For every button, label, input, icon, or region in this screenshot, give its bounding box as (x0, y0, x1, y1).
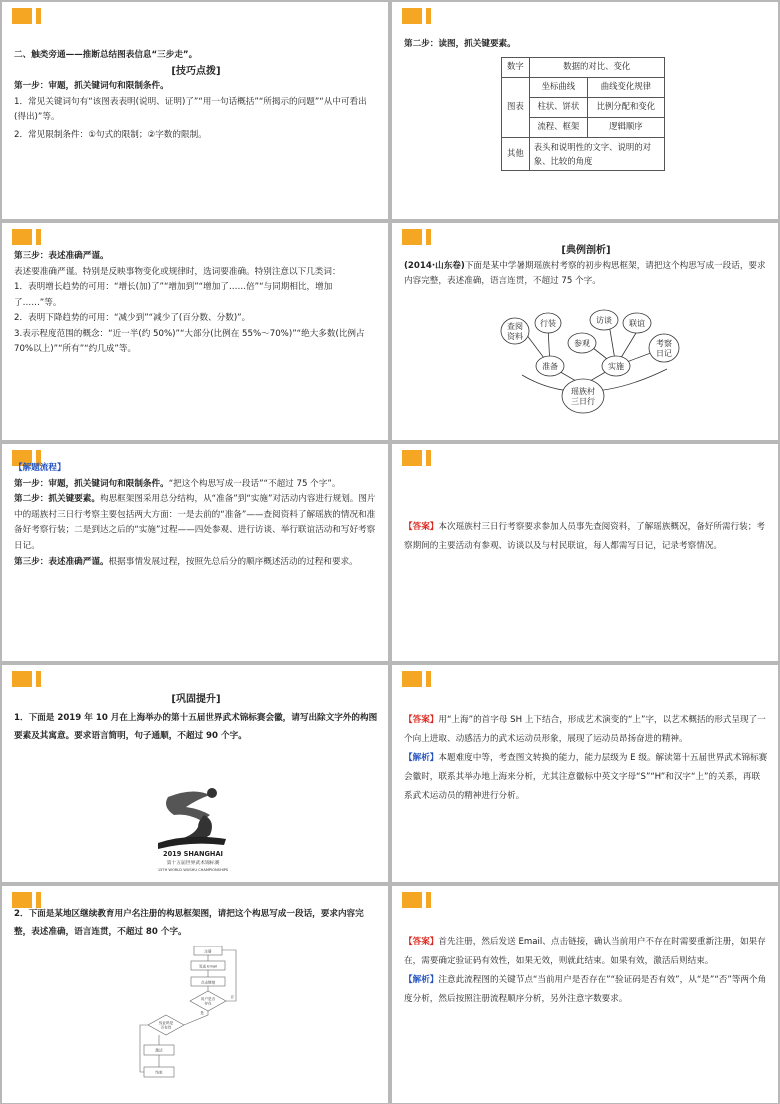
practice-question-1: 1．下面是 2019 年 10 月在上海举办的第十五届世界武术锦标赛会徽，请写出除文字外的构图要素及其寓意。要求语言简明，句子通顺，不超过 90 个字。 (14, 713, 378, 741)
analysis-paragraph (404, 971, 768, 1009)
accent-bar (402, 8, 432, 24)
slide-4 (392, 223, 778, 440)
answer-text: 首先注册，然后发送 Email、点击链接，确认当前用户不存在时需要重新注册，如果存在，需要确定验证码有效性，如果无效，则就此结束。如果有效，激活后则结束。 (404, 937, 766, 966)
solution-step-3-head: 第三步：表述准确严谨。 (14, 556, 109, 567)
node-kaocha-line1: 考察 (656, 339, 672, 348)
table-cell: 曲线变化规律 (588, 77, 665, 97)
example-question-text: 下面是某中学暑期瑶族村考察的初步构思框架，请把这个构思写成一段话，要求内容完整，表述准确，语言连贯，不超过 75 个字。 (404, 260, 766, 286)
table-cell: 逻辑顺序 (588, 117, 665, 137)
example-question (404, 259, 768, 290)
slide-8 (392, 665, 778, 882)
flow-node-code-valid-1: 验证码是 (158, 1021, 174, 1025)
step3-intro: 表述要准确严谨。特别是反映事物变化或规律时，选词要准确。特别注意以下几类词： (14, 266, 341, 277)
node-zhunbei: 准备 (542, 362, 558, 371)
table-cell: 其他 (502, 137, 530, 170)
analysis-text: 本题难度中等，考查图文转换的能力，能力层级为 E 级。解读第十五届世界武术锦标赛会徽时，联系其举办地上海来分析，尤其注意徽标中英文字母“S”“H”和汉字“上”的关系，再联系武术运动员的精神进行分析。 (404, 753, 768, 801)
table-cell: 数据的对比、变化 (529, 57, 664, 77)
node-root-line2: 三日行 (571, 397, 595, 406)
example-title: [典例剖析] (561, 245, 611, 256)
table-cell: 坐标曲线 (529, 77, 587, 97)
node-kaocha-line2: 日记 (656, 349, 672, 358)
solution-step-1-text: “把这个构思写成一段话”“不超过 75 个字”。 (168, 478, 341, 489)
analysis-paragraph (404, 749, 768, 806)
answer-text: 用“上海”的首字母 SH 上下结合，形成艺术演变的“上”字，以艺术概括的形式呈现了一个向上进取、动感活力的武术运动员形象，展现了运动员昂扬奋进的精神。 (404, 715, 766, 744)
flow-node-user-exists-1: 用户是否 (200, 997, 216, 1001)
node-shishi: 实施 (608, 362, 624, 371)
flow-node-click: 点击链接 (200, 980, 216, 985)
tips-title: [技巧点拨] (171, 65, 221, 77)
practice-title: [巩固提升] (171, 694, 221, 705)
solution-step-1 (14, 477, 378, 493)
logo-text-cn: 第十五届世界武术锦标赛 (166, 861, 220, 866)
slide-2 (392, 2, 778, 219)
answer-label: 【答案】 (404, 522, 439, 532)
flow-label-no: 否 (230, 995, 234, 999)
step2-heading: 第二步：读图，抓关键要素。 (404, 39, 516, 49)
slide-6 (392, 444, 778, 661)
flow-node-end: 结束 (155, 1070, 163, 1075)
answer-text: 本次瑶族村三日行考察要求参加人员事先查阅资料，了解瑶族概况，备好所需行装；考察期间的主要活动有参观、访谈以及与村民联谊，每人都需写日记，记录考察情况。 (404, 522, 765, 551)
solution-step-3-text: 根据事情发展过程，按照先总后分的顺序概述活动的过程和要求。 (108, 556, 358, 567)
table-cell: 表头和说明性的文字、说明的对象、比较的角度 (529, 137, 664, 170)
table-cell: 流程、框架 (529, 117, 587, 137)
node-xingzhuang: 行装 (540, 319, 556, 328)
slide-5 (2, 444, 388, 661)
solution-label: 【解题流程】 (14, 463, 66, 473)
answer-paragraph (404, 518, 768, 556)
solution-step-2-text: 构思框架图采用总分结构，从“准备”到“实施”对活动内容进行规划。图片中的瑶族村三日行考察主要包括两大方面：一是去前的“准备”——查阅资料了解瑶族的情况和准备好考察行装；二是到达之后的“实施”过程——四处参观、进行访谈、举行联谊活动和写好考察日记。 (14, 494, 376, 551)
word-item-3: 3.表示程度范围的概念：“近一半(约 50%)”“大部分(比例在 55%～70%)”“绝大多数(比例占 70%以上)”“所有”“约几成”等。 (14, 328, 365, 354)
node-chayue-line1: 查阅 (507, 322, 523, 331)
accent-bar (402, 671, 432, 687)
accent-bar (12, 671, 42, 687)
wushu-logo-image (138, 785, 248, 877)
accent-bar (402, 892, 432, 908)
solution-step-1-head: 第一步：审题，抓关键词句和限制条件。 (14, 478, 169, 489)
slide-3 (2, 223, 388, 440)
solution-step-3 (14, 555, 378, 571)
accent-bar (12, 229, 42, 245)
table-cell: 柱状、饼状 (529, 97, 587, 117)
framework-diagram (492, 303, 692, 421)
step3-heading: 第三步：表述准确严谨。 (14, 251, 109, 261)
practice-question-2: 2．下面是某地区继续教育用户名注册的构思框架图，请把这个构思写成一段话，要求内容完整，表述准确，语言连贯，不超过 80 个字。 (14, 909, 364, 937)
node-canguan: 参观 (574, 339, 590, 348)
answer-paragraph (404, 711, 768, 749)
tip-item-2: 2．常见限制条件：①句式的限制；②字数的限制。 (14, 129, 207, 140)
accent-bar (12, 8, 42, 24)
accent-bar (402, 450, 432, 466)
section-heading: 二、触类旁通——推断总结图表信息“三步走”。 (14, 50, 198, 60)
flow-node-register: 注册 (204, 949, 212, 954)
node-lianyi: 联谊 (629, 319, 645, 328)
table-cell: 数字 (502, 57, 530, 77)
answer-label: 【答案】 (404, 937, 439, 947)
slide-7 (2, 665, 388, 882)
node-fangtan: 访谈 (596, 316, 612, 325)
slide-10 (392, 886, 778, 1103)
word-item-2: 2．表明下降趋势的可用：“减少到”“减少了(百分数、分数)”。 (14, 313, 251, 323)
table-cell: 图表 (502, 77, 530, 137)
table-cell: 比例分配和变化 (588, 97, 665, 117)
solution-step-2-head: 第二步：抓关键要素。 (14, 494, 100, 505)
analysis-label: 【解析】 (404, 975, 439, 985)
flow-node-email: 发送 Email (198, 964, 218, 969)
slide-9 (2, 886, 388, 1103)
node-chayue-line2: 资料 (507, 332, 523, 341)
elements-table (501, 57, 665, 171)
registration-flowchart (136, 946, 246, 1096)
word-item-1: 1．表明增长趋势的可用：“增长(加)了”“增加到”“增加了……倍”“与同期相比，增加了……”等。 (14, 282, 333, 308)
solution-step-2 (14, 492, 378, 554)
logo-text-year: 2019 SHANGHAI (162, 850, 224, 858)
answer-label: 【答案】 (404, 715, 439, 725)
example-source: (2014·山东卷) (404, 260, 465, 271)
flow-node-activate: 激活 (155, 1048, 163, 1053)
answer-paragraph (404, 933, 768, 971)
analysis-text: 注意此流程图的关键节点“当前用户是否存在”“验证码是否有效”，从“是”“否”等两个角度分析，然后按照注册流程顺序分析，另外注意字数要求。 (404, 975, 767, 1004)
node-root-line1: 瑶族村 (571, 387, 595, 396)
flow-node-code-valid-2: 否有效 (160, 1025, 172, 1030)
step1-heading: 第一步：审题，抓关键词句和限制条件。 (14, 81, 169, 91)
slide-1 (2, 2, 388, 219)
flow-node-user-exists-2: 存在 (204, 1001, 212, 1006)
analysis-label: 【解析】 (404, 753, 439, 763)
tip-item-1: 1．常见关键词句有“该图表表明(说明、证明)了”“用一句话概括”“所揭示的问题”“从中可看出(得出)”等。 (14, 96, 367, 122)
logo-text-en: 15TH WORLD WUSHU CHAMPIONSHIPS (157, 868, 229, 872)
flow-label-yes: 是 (200, 1011, 204, 1015)
